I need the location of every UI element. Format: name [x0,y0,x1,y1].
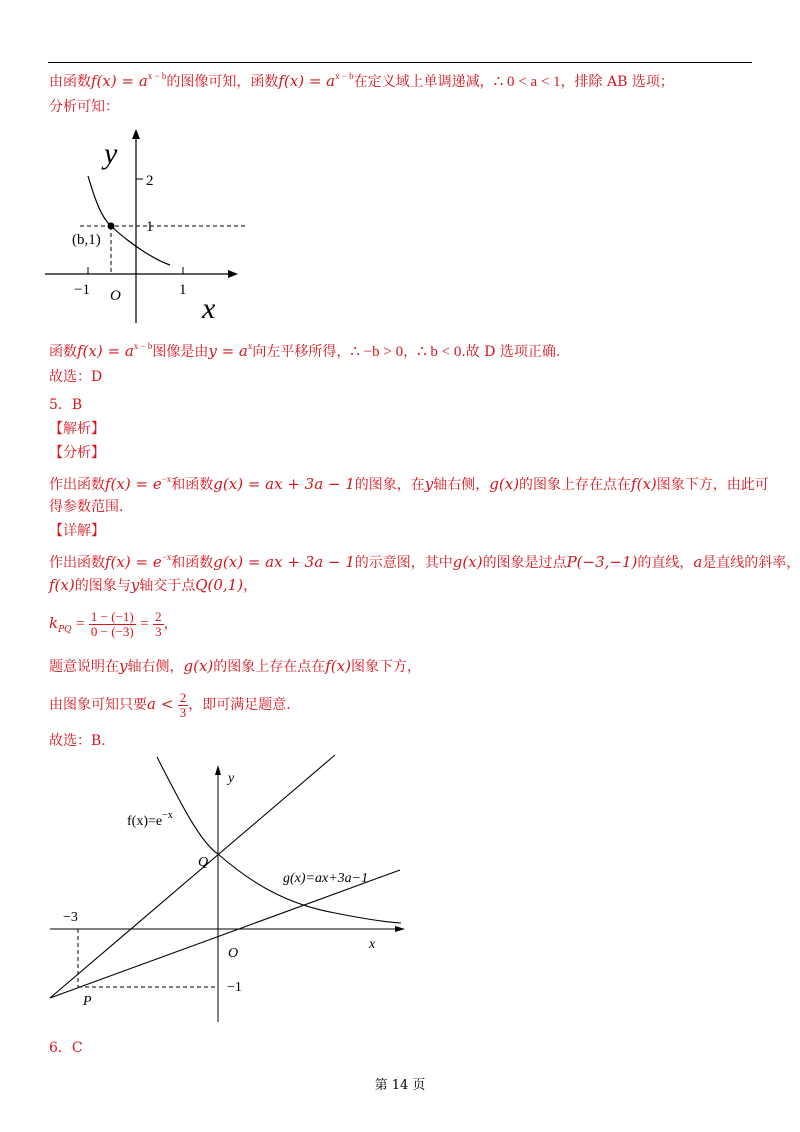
graph1-origin: O [110,288,121,304]
graph-1 [40,128,240,328]
graph1-y-label: y [104,137,118,170]
slope-fraction-1: $\frac{1 - (-1)}{0 - (-3)}$ [90,608,134,639]
q5-answer: 故选：B. [49,733,106,749]
graph1-x-arrow [228,270,238,278]
q5-tiyi-line: 题意说明在y轴右侧，g(x)的图象上存在点在f(x)图象下方， [49,657,421,675]
graph2-f-label: $f(x)=e^{-x}$ [127,810,173,829]
graph2-neg3: −3 [63,910,78,925]
graph1-x-label: x [202,292,216,325]
graph1-y-arrow [132,129,140,139]
graph-2 [45,752,405,1042]
graph2-P: P [83,994,92,1009]
q5-xiangjie-text-1: 作出函数$f(x) = e^{-x}$和函数g(x) = ax + 3a − 1的示意图，其中g(x)的图象是过点P(−3,−1)的直线，a是直线的斜率， [49,552,800,571]
graph1-point-label: (b,1) [72,232,101,248]
condition-fraction: $\frac{2}{3}$ [179,689,187,720]
q5-title: 5．B [49,397,83,413]
graph1-point [108,223,115,230]
q5-fenxi-text-1: 作出函数$f(x) = e^{-x}$和函数g(x) = ax + 3a − 1的图象，在y轴右侧，g(x)的图象上存在点在f(x)图象下方，由此可 [49,474,769,493]
graph2-x-arrow [395,926,405,932]
graph2-fx-curve [157,757,401,923]
q5-fenxi-heading: 【分析】 [49,445,105,461]
q6-title: 6．C [49,1040,83,1056]
slope-fraction-2: $\frac{2}{3}$ [155,608,162,639]
graph2-g-label: g(x)=ax+3a−1 [283,871,369,886]
header-rule [48,62,752,63]
graph2-Q: Q [198,855,209,870]
text-line-3: 函数$f(x) = a^{x - b}$图像是由$y = a^x$向左平移所得，∴ −b > 0，∴ b < 0.故 D 选项正确. [49,341,561,360]
graph2-gx-line [50,870,400,998]
graph1-tick-neg1: −1 [74,282,90,298]
graph2-x-label: x [369,937,376,952]
graph2-O: O [228,946,239,961]
page-number: 第 14 页 [374,1078,426,1093]
text-line-1: 由函数$f(x) = a^{x - b}$的图像可知，函数$f(x) = a^{x - b}$在定义域上单调递减，∴ 0 < a < 1，排除 AB 选项； [49,71,674,90]
graph1-tick-1y: 1 [146,219,154,235]
q5-slope-formula: $k_{PQ}$ = $\frac{1 - (-1)}{0 - (-3)}$ = $\frac{2}{3}$ ， [49,608,178,639]
answer-line-4: 故选：D [49,369,103,385]
graph1-curve [88,176,170,265]
graph2-y-arrow [215,765,221,775]
graph1-tick-1x: 1 [179,282,187,298]
q5-condition-line: 由图象可知只要a < $\frac{2}{3}$ ，即可满足题意. [49,689,291,720]
q5-xiangjie-heading: 【详解】 [49,523,105,539]
graph2-y-label: y [228,771,235,786]
q5-fenxi-text-2: 得参数范围. [49,499,124,515]
graph2-neg1: −1 [227,980,242,995]
q5-jiexi-heading: 【解析】 [49,421,105,437]
text-line-2: 分析可知： [49,99,119,115]
graph1-tick-2: 2 [146,173,154,189]
q5-xiangjie-text-2: f(x)的图象与y轴交于点Q(0,1)， [49,576,258,594]
